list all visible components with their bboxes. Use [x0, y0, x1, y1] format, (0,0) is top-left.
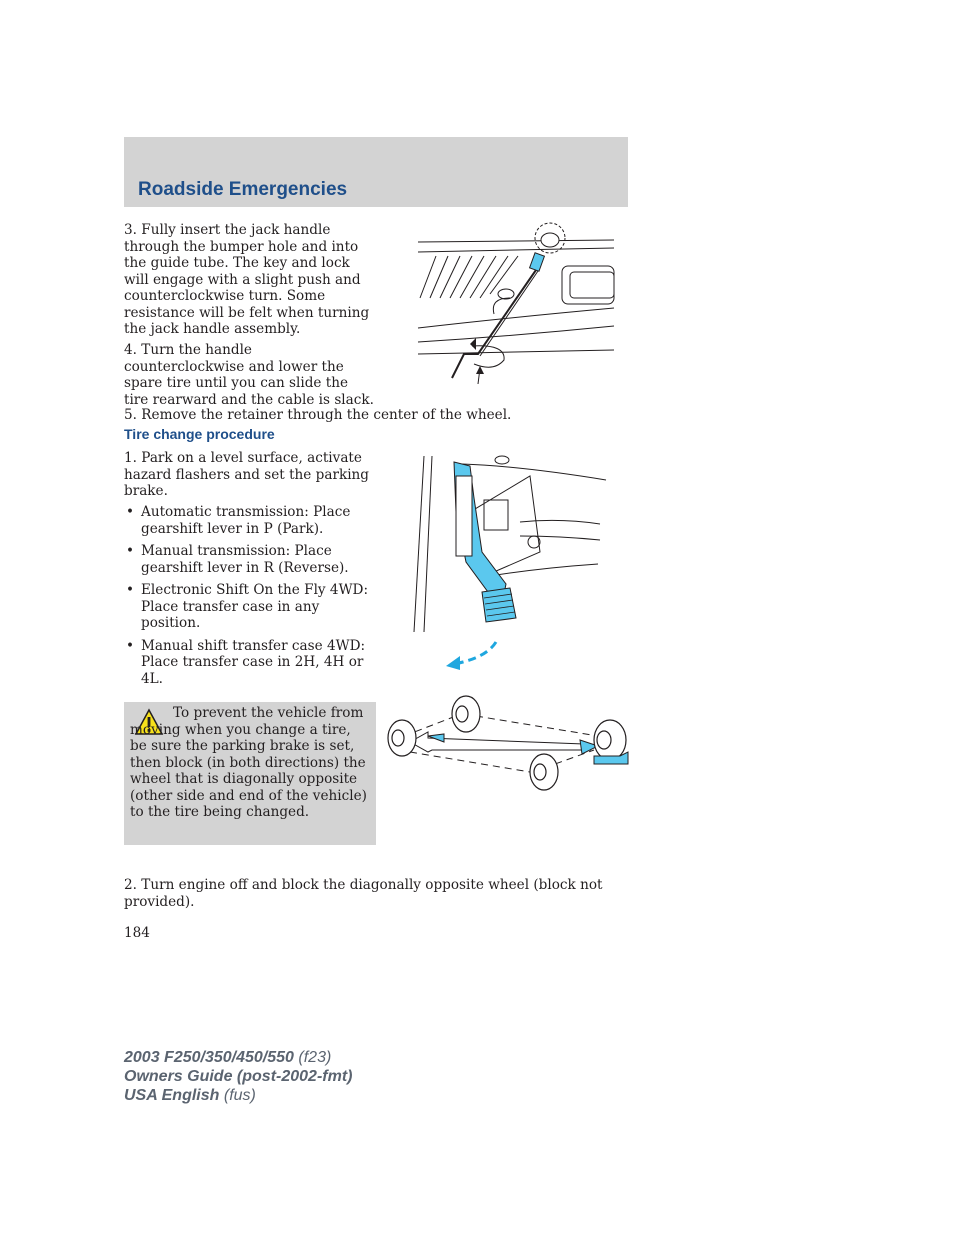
footer-line-3 — [124, 1086, 352, 1105]
footer-language: USA English — [124, 1087, 220, 1104]
section-title: Roadside Emergencies — [138, 179, 348, 200]
document-footer — [124, 1048, 352, 1105]
tire-change-heading: Tire change procedure — [124, 426, 275, 442]
footer-model-code: (f23) — [298, 1049, 332, 1066]
footer-model: 2003 F250/350/450/550 — [124, 1049, 294, 1066]
footer-line-2 — [124, 1067, 352, 1086]
warning-box — [124, 702, 376, 845]
list-item: • Electronic Shift On the Fly 4WD: Place transfer case in any position. — [124, 582, 379, 632]
list-item: • Manual transmission: Place gearshift lever in R (Reverse). — [124, 543, 379, 576]
tire-change-step-2: 2. Turn engine off and block the diagonally opposite wheel (block not provided). — [124, 877, 603, 910]
wheel-blocking-diagram — [384, 692, 630, 792]
step-3-text: 3. Fully insert the jack handle through the bumper hole and into the guide tube. The key and lock will engage with a slight push and counterclockwise turn. Some resistance will be felt when turning the jack handle assembly. — [124, 222, 370, 337]
page-number: 184 — [124, 925, 150, 941]
list-item: • Automatic transmission: Place gearshift lever in P (Park). — [124, 504, 379, 537]
warning-text: To prevent the vehicle from moving when you change a tire, be sure the parking brake is set, then block (in both directions) the wheel that is diagonally opposite (other side and end of the vehicle) to the tire being changed. — [130, 705, 367, 820]
footer-language-code: (fus) — [223, 1087, 256, 1104]
step-5-text: 5. Remove the retainer through the center of the wheel. — [124, 407, 512, 423]
list-item: • Manual shift transfer case 4WD: Place transfer case in 2H, 4H or 4L. — [124, 638, 379, 688]
parking-brake-illustration — [410, 452, 610, 672]
jack-handle-illustration — [414, 218, 616, 386]
footer-line-1 — [124, 1048, 352, 1067]
footer-guide: Owners Guide (post-2002-fmt) — [124, 1068, 353, 1085]
step-4-text: 4. Turn the handle counterclockwise and lower the spare tire until you can slide the tire rearward and the cable is slack. — [124, 342, 374, 408]
tire-change-step-1: 1. Park on a level surface, activate hazard flashers and set the parking brake. — [124, 450, 370, 499]
section-header-band — [124, 137, 628, 207]
transmission-bullet-list — [124, 504, 379, 693]
